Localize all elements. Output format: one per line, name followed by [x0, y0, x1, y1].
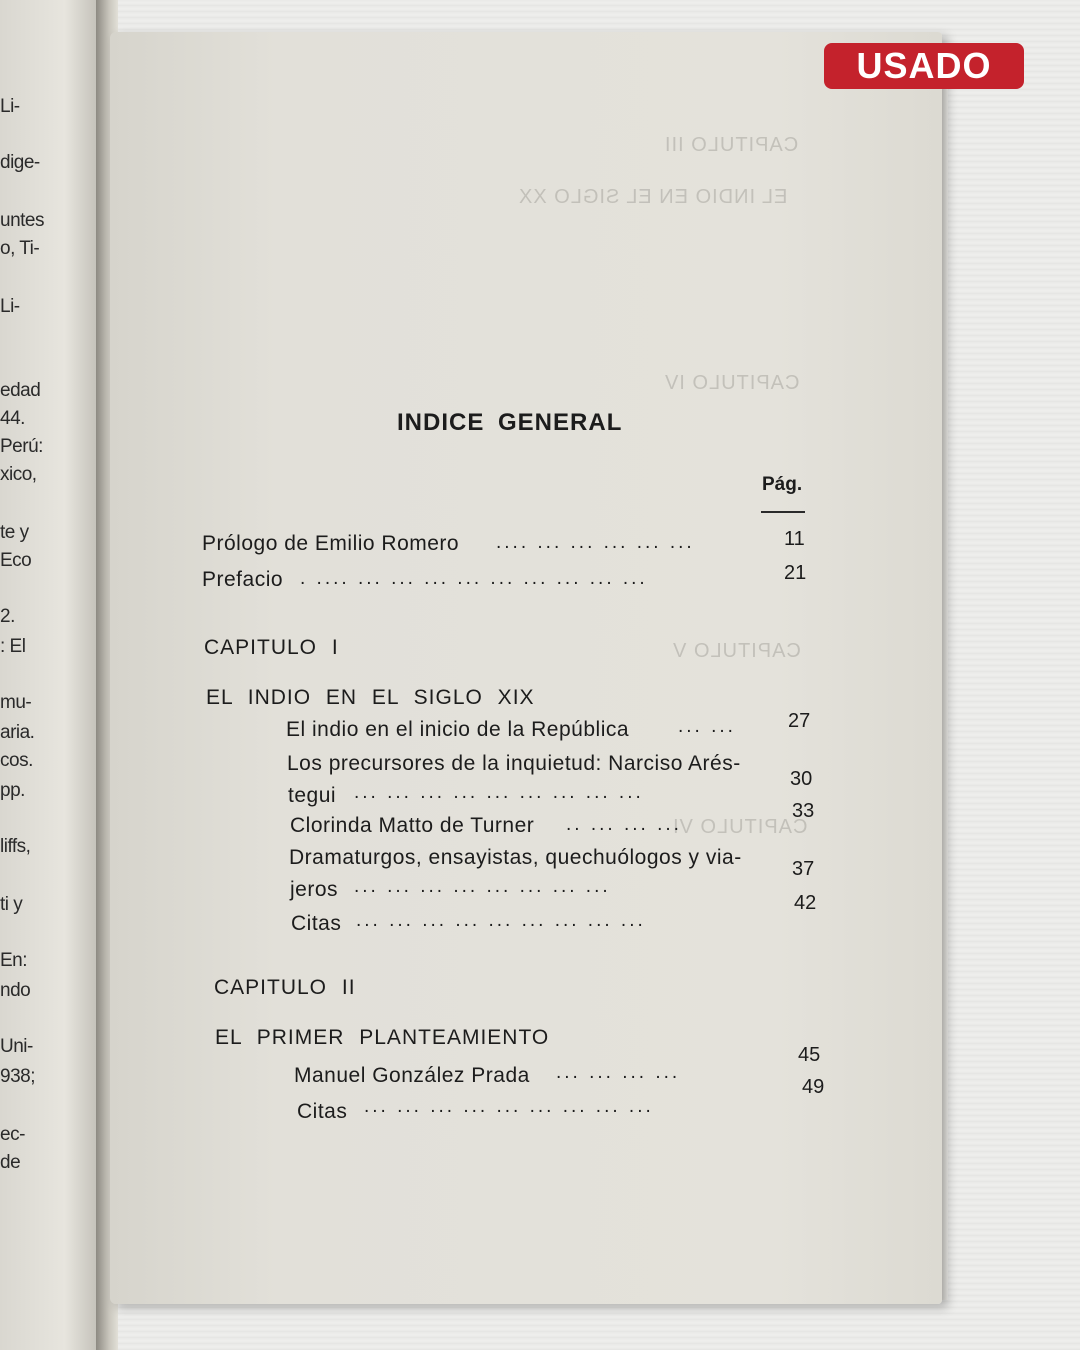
leader-dots: .... ... ... ... ... ... [496, 532, 695, 553]
left-text-fragment: ec- [0, 1124, 25, 1145]
toc-item-title: Los precursores de la inquietud: Narciso Arés- [287, 752, 741, 775]
toc-item-title: El indio en el inicio de la República [286, 718, 630, 741]
ghost-text: CAPITULO V [672, 640, 801, 662]
left-text-fragment: pp. [0, 780, 25, 801]
left-text-fragment: xico, [0, 464, 37, 485]
toc-entry-page: 11 [784, 528, 805, 550]
left-text-fragment: ti y [0, 894, 23, 915]
left-text-fragment: liffs, [0, 836, 31, 857]
toc-item-title: Manuel González Prada [294, 1064, 530, 1087]
chapter-heading: EL INDIO EN EL SIGLO XIX [206, 686, 535, 709]
ghost-text: CAPITULO III [664, 134, 799, 156]
leader-dots: ... ... [678, 716, 736, 737]
left-text-fragment: : El [0, 636, 26, 657]
toc-item-title: Citas [297, 1100, 348, 1123]
ghost-text: CAPITULO VI [672, 816, 808, 838]
toc-item-page: 42 [794, 892, 817, 914]
header-rule [761, 511, 805, 513]
toc-item-title: tegui [288, 784, 337, 807]
leader-dots: ... ... ... ... [556, 1062, 681, 1083]
page-column-header: Pág. [762, 474, 803, 495]
toc-item-page: 27 [788, 710, 811, 732]
left-text-fragment: o, Ti- [0, 238, 40, 259]
leader-dots: ... ... ... ... ... ... ... ... ... [364, 1096, 654, 1117]
left-text-fragment: dige- [0, 152, 40, 173]
ghost-text: CAPITULO IV [664, 372, 800, 394]
ghost-text: EL INDIO EN EL SIGLO XX [518, 186, 788, 208]
toc-item-title: Dramaturgos, ensayistas, quechuólogos y via- [289, 846, 742, 869]
toc-item-title: Clorinda Matto de Turner [290, 814, 535, 837]
leader-dots: ... ... ... ... ... ... ... ... [354, 876, 611, 897]
used-badge: USADO [824, 43, 1024, 89]
left-text-fragment: aria. [0, 722, 35, 743]
chapter-heading: EL PRIMER PLANTEAMIENTO [215, 1026, 550, 1049]
left-text-fragment: mu- [0, 692, 32, 713]
leader-dots: .. ... ... ... [566, 814, 682, 835]
left-text-fragment: Li- [0, 96, 20, 117]
left-text-fragment: 44. [0, 408, 25, 429]
left-text-fragment: Eco [0, 550, 32, 571]
leader-dots: . .... ... ... ... ... ... ... ... ... ... [300, 568, 648, 589]
left-text-fragment: 938; [0, 1066, 35, 1087]
index-title: INDICE GENERAL [397, 409, 623, 436]
left-text-fragment: edad [0, 380, 41, 401]
toc-entry-title: Prefacio [202, 568, 284, 591]
left-text-fragment: te y [0, 522, 29, 543]
toc-item-page: 37 [792, 858, 815, 880]
toc-item-page: 45 [798, 1044, 821, 1066]
left-text-fragment: cos. [0, 750, 33, 771]
toc-item-title: Citas [291, 912, 342, 935]
leader-dots: ... ... ... ... ... ... ... ... ... [356, 910, 646, 931]
left-text-fragment: En: [0, 950, 28, 971]
left-text-fragment: ndo [0, 980, 31, 1001]
leader-dots: ... ... ... ... ... ... ... ... ... [354, 782, 644, 803]
left-text-fragment: Uni- [0, 1036, 33, 1057]
toc-item-page: 49 [802, 1076, 825, 1098]
toc-item-page: 30 [790, 768, 813, 790]
chapter-label: CAPITULO II [214, 976, 356, 999]
toc-item-title: jeros [290, 878, 339, 901]
toc-entry-title: Prólogo de Emilio Romero [202, 532, 460, 555]
left-text-fragment: 2. [0, 606, 15, 627]
toc-entry-page: 21 [784, 562, 807, 584]
left-text-fragment: untes [0, 210, 44, 231]
left-text-fragment: Li- [0, 296, 20, 317]
left-text-fragment: Perú: [0, 436, 43, 457]
chapter-label: CAPITULO I [204, 636, 339, 659]
left-text-fragment: de [0, 1152, 21, 1173]
toc-item-page: 33 [792, 800, 815, 822]
